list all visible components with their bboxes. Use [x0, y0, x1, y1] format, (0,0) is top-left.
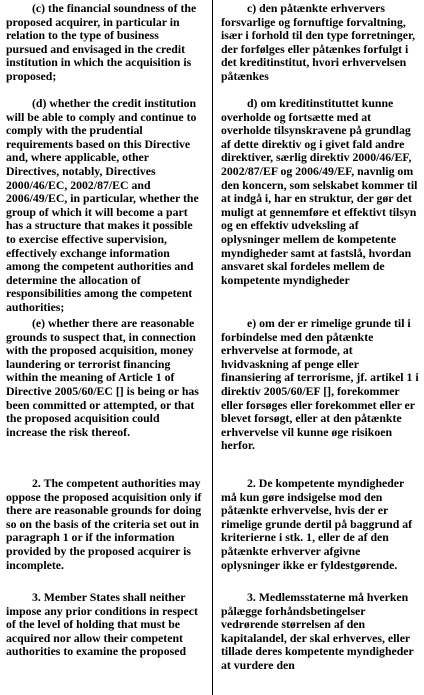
paragraph-d-en: (d) whether the credit institution will be able to comply and continue to comply with the prudential requirements based on this Directive and, where applicable, other Directives, notably, Directives 2000/46/EC, 2002/87/EC and 2006/49/EC, in particular, whether the group of which it will become a part has a structure that makes it possible to exercise effective supervision, effectively exchange information among the competent authorities and determine the allocation of responsibilities among the competent authorities; — [6, 96, 199, 314]
paragraph-3-en: 3. Member States shall neither impose any prior conditions in respect of the level of holding that must be acquired nor allow their competent authorities to examine the proposed — [6, 590, 198, 659]
paragraph-3-da: 3. Medlemsstaterne må hverken pålægge forhåndsbetingelser vedrørende størrelsen af den kapitalandel, der skal erhverves, eller tillade deres kompetente myndigheder at vurdere den — [221, 590, 414, 672]
paragraph-c-en: (c) the financial soundness of the proposed acquirer, in particular in relation to the type of business pursued and envisaged in the credit institution in which the acquisition is proposed; — [6, 1, 197, 83]
paragraph-e-en: (e) whether there are reasonable grounds to suspect that, in connection with the proposed acquisition, money laundering or terrorist financing within the meaning of Article 1 of Directive 2005/60/EC [] is being or has been committed or attempted, or that the proposed acquisition could increase the risk thereof. — [6, 316, 199, 439]
paragraph-2-en: 2. The competent authorities may oppose the proposed acquisition only if there are reasonable grounds for doing so on the basis of the criteria set out in paragraph 1 or if the information provided by the proposed acquirer is incomplete. — [6, 476, 202, 572]
paragraph-e-da: e) om der er rimelige grunde til i forbindelse med den påtænkte erhvervelse at formode, at hvidvaskning af penge eller finansiering af terrorisme, jf. artikel 1 i direktiv 2005/60/EF [], forekommer eller forsøges eller forekommet eller er blevet forsøgt, eller at den påtænkte erhvervelse vil kunne øge risikoen herfor. — [221, 316, 419, 453]
paragraph-c-da: c) den påtænkte erhververs forsvarlige og fornuftige forvaltning, især i forhold til den type forretninger, der forfølges eller påtænkes forfulgt i det kreditinstitut, hvori erhvervelsen påtænkes — [221, 1, 416, 83]
column-divider — [212, 0, 213, 695]
paragraph-d-da: d) om kreditinstituttet kunne overholde og fortsætte med at overholde tilsynskravene på grundlag af dette direktiv og i givet fald andre direktiver, særlig direktiv 2000/46/EF, 2002/87/EF og 2006/49/EF, navnlig om den koncern, som selskabet kommer til at indgå i, har en struktur, der gør det muligt at gennemføre et effektivt tilsyn og en effektiv udveksling af oplysninger mellem de kompetente myndigheder samt at fastslå, hvordan ansvaret skal fordeles mellem de kompetente myndigheder — [221, 96, 418, 287]
paragraph-2-da: 2. De kompetente myndigheder må kun gøre indsigelse mod den påtænkte erhvervelse, hvis der er rimelige grunde dertil på baggrund af kriterierne i stk. 1, eller de af den påtænkte erhverver afgivne oplysninger ikke er fyldestgørende. — [221, 476, 413, 572]
